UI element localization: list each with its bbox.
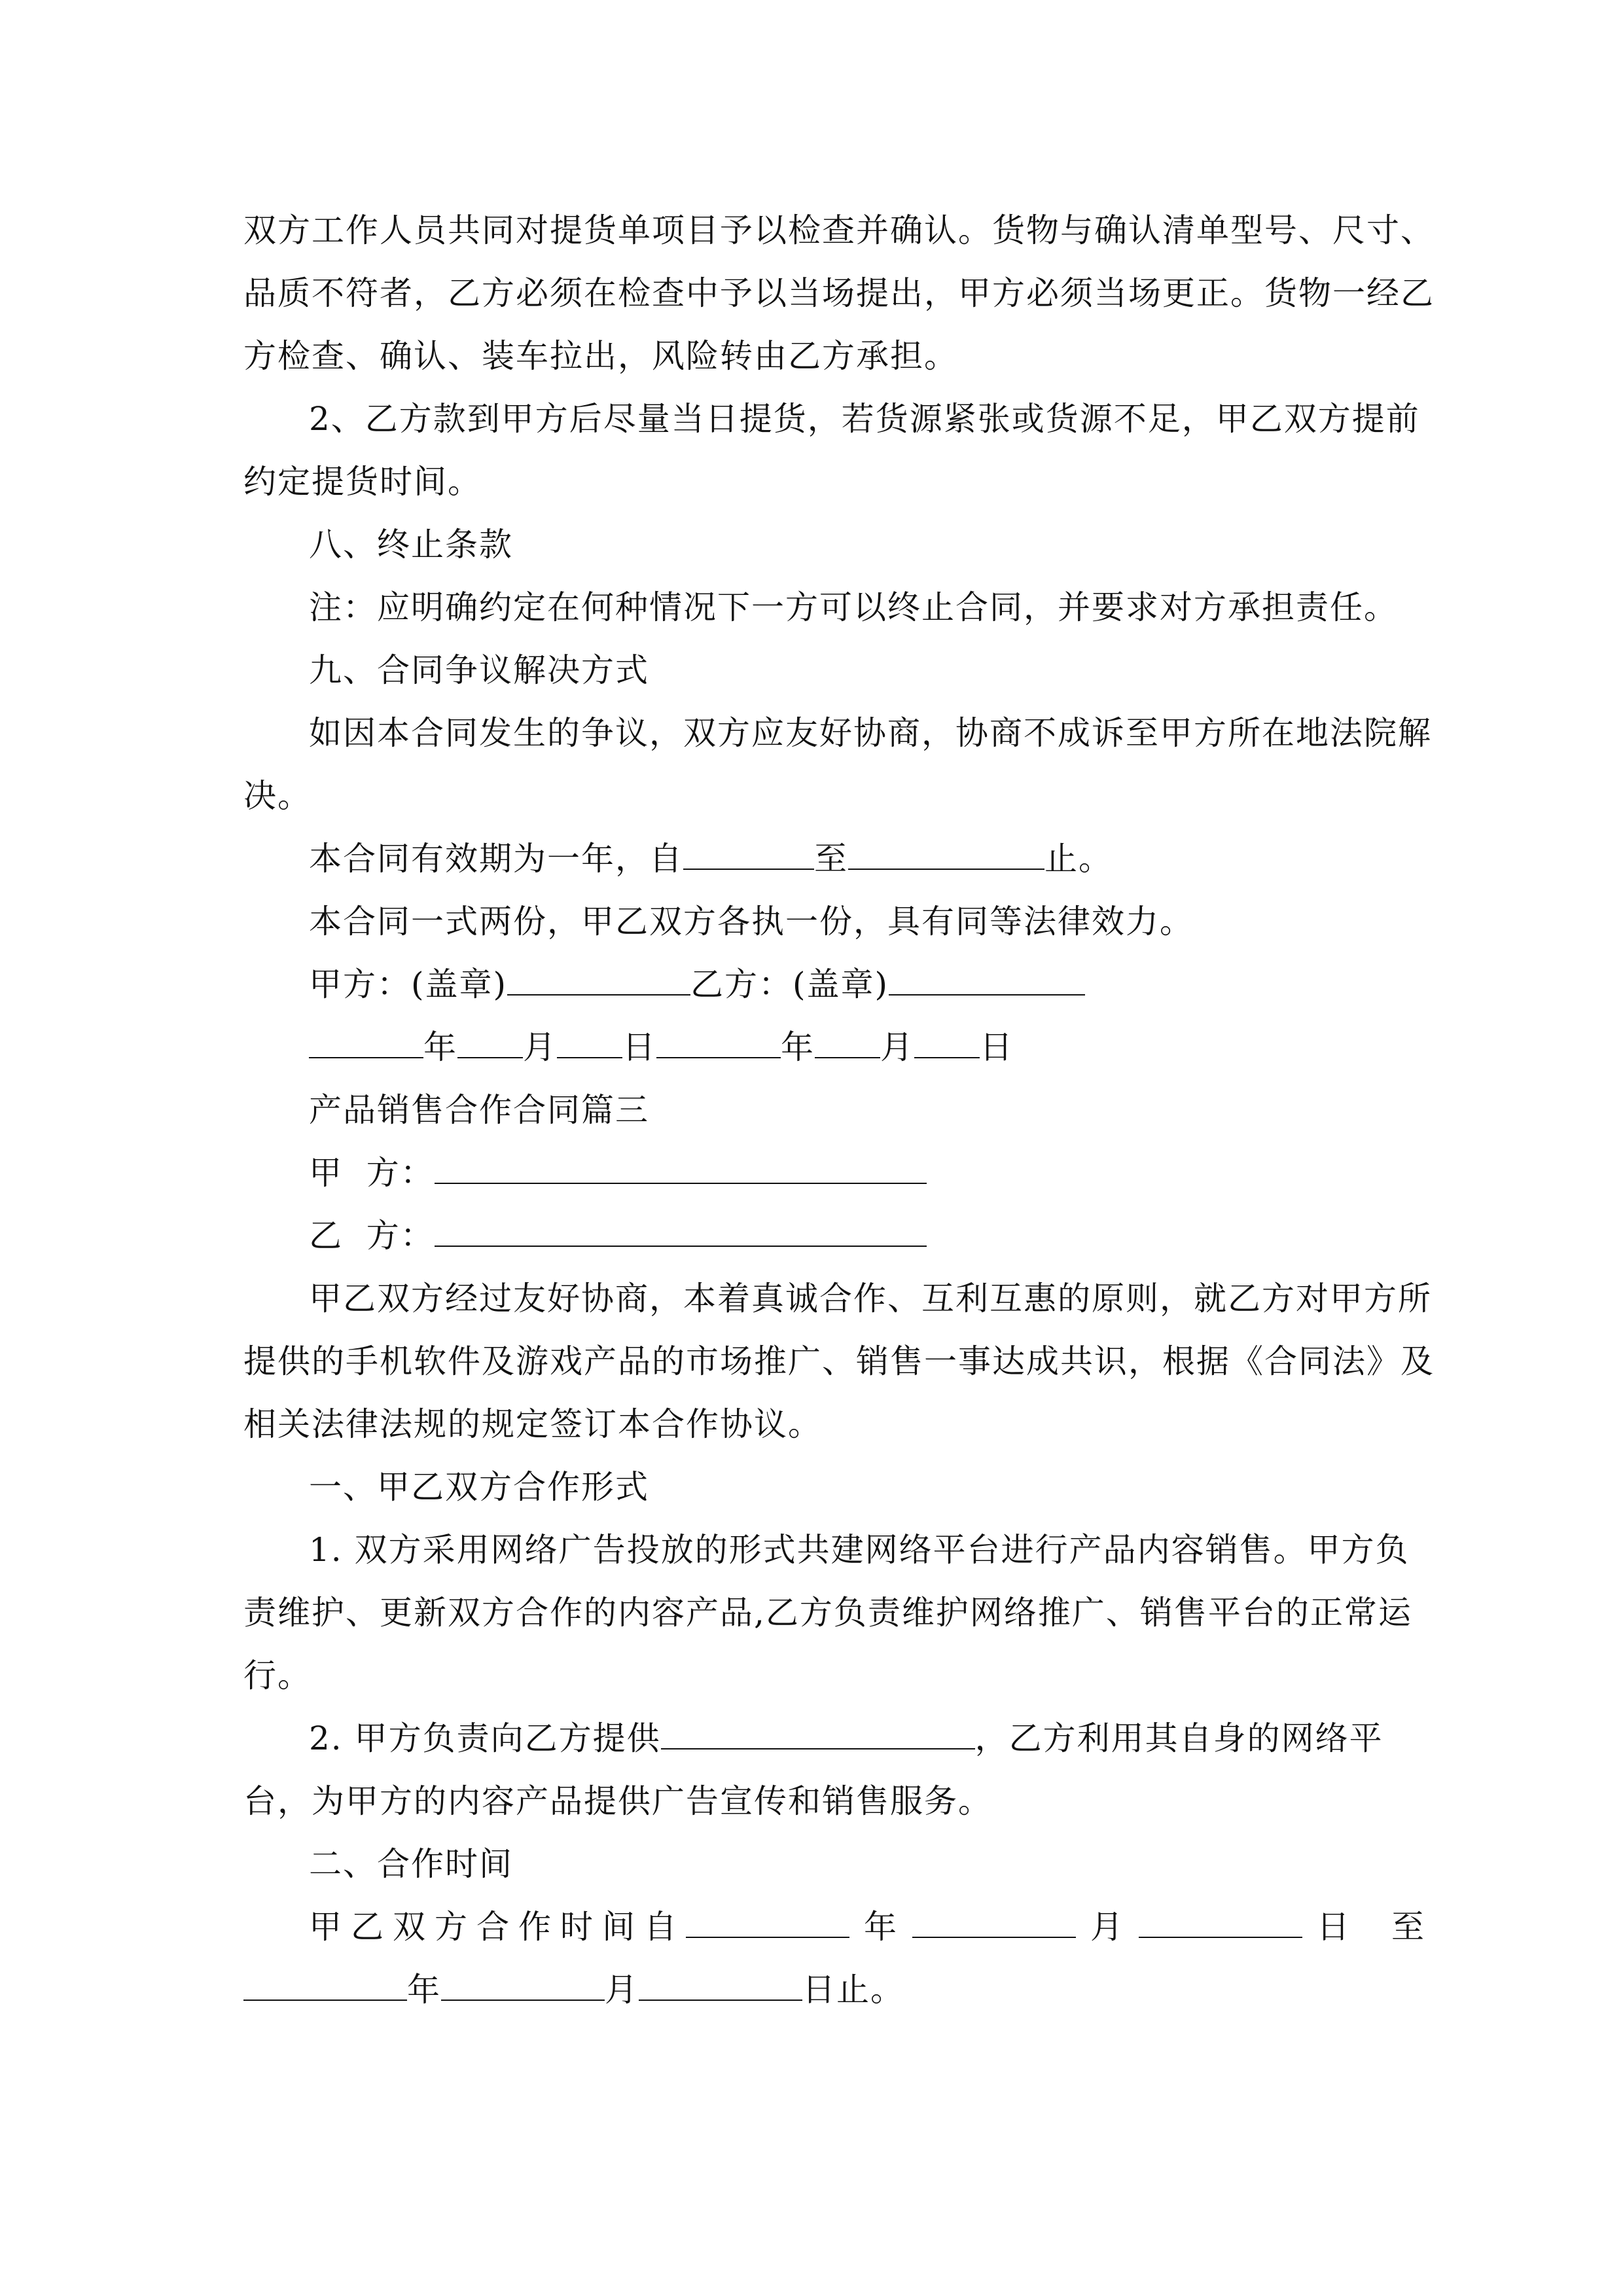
time-text: 甲乙双方合作时间自 <box>309 1908 686 1946</box>
blank-field <box>507 965 690 996</box>
paragraph-line: 约定提货时间。 <box>243 463 482 501</box>
blank-field <box>435 1154 927 1184</box>
paragraph-line <box>309 1719 1383 1758</box>
signature-label-b: 乙方：(盖章) <box>690 965 889 1003</box>
date-unit: 日 <box>622 1028 656 1066</box>
blank-field <box>848 840 1044 870</box>
blank-field <box>309 1028 423 1058</box>
paragraph-line: 提供的手机软件及游戏产品的市场推广、销售一事达成共识，根据《合同法》及 <box>243 1342 1435 1380</box>
blank-field <box>1139 1908 1302 1938</box>
party-a-label: 甲 方： <box>309 1154 435 1192</box>
section-heading: 八、终止条款 <box>309 526 513 564</box>
time-text: 日止。 <box>802 1971 904 2009</box>
validity-line <box>309 839 1113 878</box>
paragraph-line: 台，为甲方的内容产品提供广告宣传和销售服务。 <box>243 1782 992 1820</box>
date-unit: 年 <box>781 1028 815 1066</box>
date-unit: 月 <box>523 1028 557 1066</box>
party-b-label: 乙 方： <box>309 1217 435 1255</box>
blank-field <box>914 1028 980 1058</box>
paragraph-line: 2、乙方款到甲方后尽量当日提货，若货源紧张或货源不足，甲乙双方提前 <box>309 400 1420 438</box>
signature-line <box>309 965 1085 1004</box>
signature-label-a: 甲方：(盖章) <box>309 965 508 1003</box>
validity-text: 至 <box>814 840 848 878</box>
date-unit: 年 <box>423 1028 457 1066</box>
time-unit: 月 <box>1090 1908 1124 1946</box>
blank-field <box>686 1908 849 1938</box>
paragraph-line: 1. 双方采用网络广告投放的形式共建网络平台进行产品内容销售。甲方负 <box>309 1531 1410 1569</box>
blank-field <box>661 1719 975 1749</box>
blank-field <box>457 1028 523 1058</box>
time-unit: 年 <box>407 1971 441 2009</box>
party-a-line <box>309 1153 927 1193</box>
section-heading: 九、合同争议解决方式 <box>309 651 649 689</box>
clause-text: ，乙方利用其自身的网络平 <box>974 1719 1383 1757</box>
clause-text: 2. 甲方负责向乙方提供 <box>309 1719 661 1757</box>
section-heading: 二、合作时间 <box>309 1845 513 1883</box>
blank-field <box>441 1971 605 2001</box>
date-line <box>309 1028 1014 1067</box>
date-unit: 日 <box>980 1028 1014 1066</box>
blank-field <box>815 1028 880 1058</box>
blank-field <box>435 1217 927 1247</box>
time-unit: 至 <box>1391 1908 1425 1946</box>
party-b-line <box>309 1216 927 1255</box>
blank-field <box>243 1971 407 2001</box>
blank-field <box>683 840 814 870</box>
paragraph-line: 如因本合同发生的争议，双方应友好协商，协商不成诉至甲方所在地法院解 <box>309 714 1432 752</box>
paragraph-line: 责维护、更新双方合作的内容产品,乙方负责维护网络推广、销售平台的正常运 <box>243 1594 1412 1632</box>
paragraph-line: 方检查、确认、装车拉出，风险转由乙方承担。 <box>243 337 958 375</box>
section-heading: 一、甲乙双方合作形式 <box>309 1468 649 1506</box>
time-line <box>309 1907 1425 1946</box>
blank-field <box>557 1028 622 1058</box>
date-unit: 月 <box>880 1028 914 1066</box>
blank-field <box>639 1971 802 2001</box>
paragraph-line: 行。 <box>243 1657 312 1695</box>
time-line <box>243 1970 904 2009</box>
paragraph-line: 决。 <box>243 777 312 815</box>
blank-field <box>656 1028 781 1058</box>
paragraph-line: 甲乙双方经过友好协商，本着真诚合作、互利互惠的原则，就乙方对甲方所 <box>309 1280 1432 1318</box>
paragraph-line: 相关法律法规的规定签订本合作协议。 <box>243 1405 822 1443</box>
blank-field <box>912 1908 1076 1938</box>
contract-title: 产品销售合作合同篇三 <box>309 1091 649 1129</box>
paragraph-line: 本合同一式两份，甲乙双方各执一份，具有同等法律效力。 <box>309 903 1194 941</box>
time-unit: 月 <box>605 1971 639 2009</box>
time-unit: 年 <box>864 1908 898 1946</box>
validity-text: 止。 <box>1044 840 1113 878</box>
paragraph-line: 品质不符者，乙方必须在检查中予以当场提出，甲方必须当场更正。货物一经乙 <box>243 274 1435 312</box>
blank-field <box>889 965 1085 996</box>
time-unit: 日 <box>1317 1908 1351 1946</box>
note-line: 注：应明确约定在何种情况下一方可以终止合同，并要求对方承担责任。 <box>309 588 1398 626</box>
validity-text: 本合同有效期为一年，自 <box>309 840 683 878</box>
paragraph-line: 双方工作人员共同对提货单项目予以检查并确认。货物与确认清单型号、尺寸、 <box>243 211 1435 249</box>
